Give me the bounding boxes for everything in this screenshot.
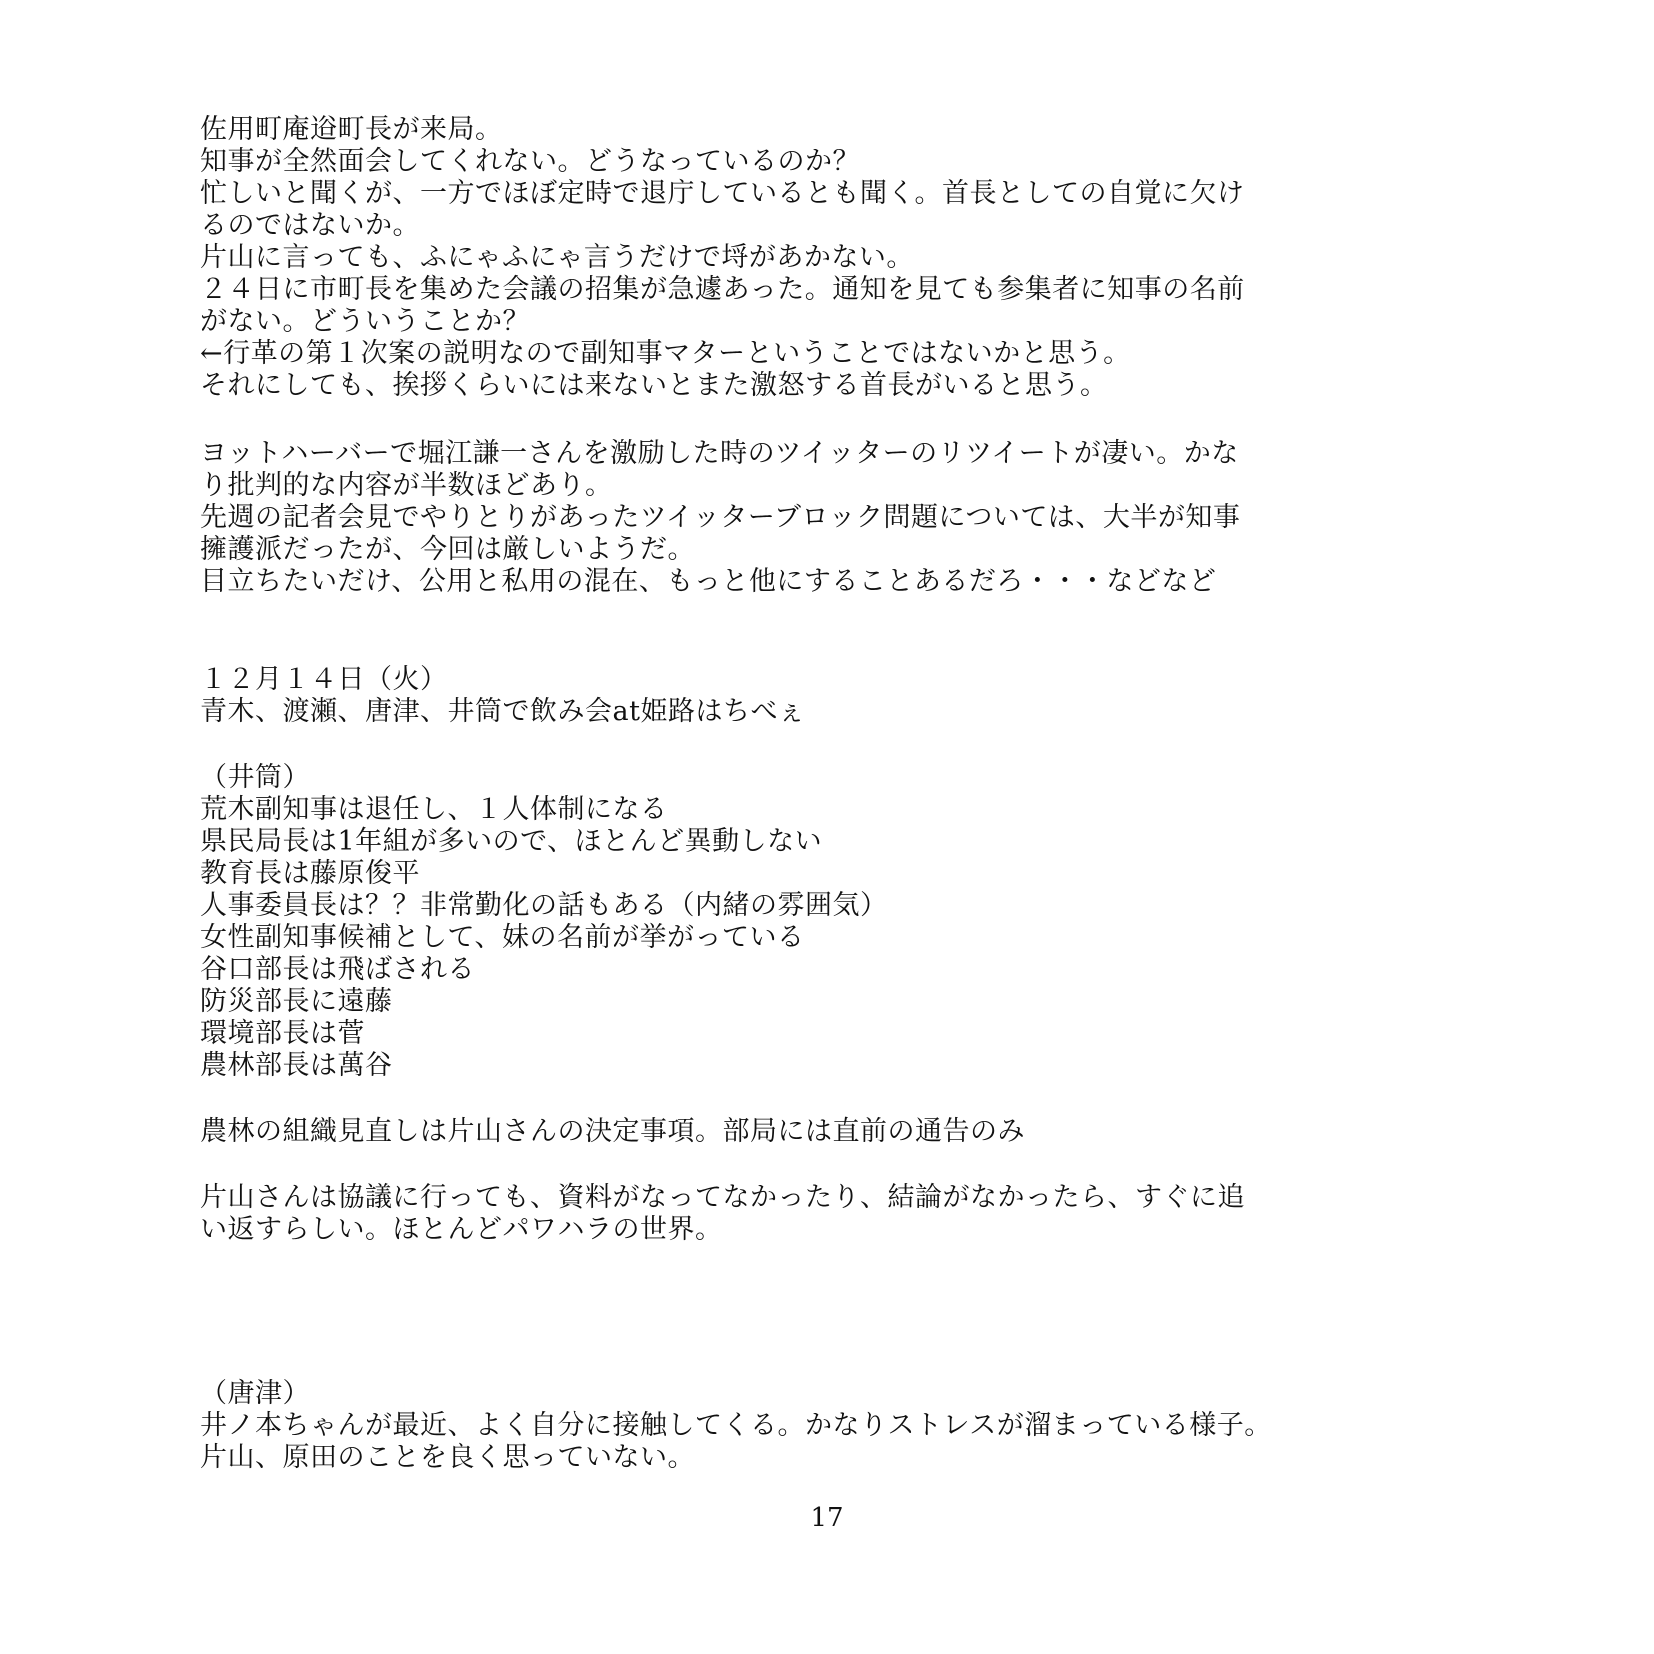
text-line: 片山、原田のことを良く思っていない。 xyxy=(200,1442,695,1473)
text-line: 知事が全然面会してくれない。どうなっているのか？ xyxy=(200,146,860,177)
text-line: 先週の記者会見でやりとりがあったツイッターブロック問題については、大半が知事 xyxy=(200,502,1241,533)
text-line: 谷口部長は飛ばされる xyxy=(200,954,475,985)
text-line: 農林部長は萬谷 xyxy=(200,1050,393,1081)
text-line: 女性副知事候補として、妹の名前が挙がっている xyxy=(200,922,805,953)
text-line: 擁護派だったが、今回は厳しいようだ。 xyxy=(200,534,695,565)
text-line: それにしても、挨拶くらいには来ないとまた激怒する首長がいると思う。 xyxy=(200,370,1108,401)
text-line: 佐用町庵逧町長が来局。 xyxy=(200,114,503,145)
text-line: ←行革の第１次案の説明なので副知事マターということではないかと思う。 xyxy=(200,338,1131,369)
text-line: 農林の組織見直しは片山さんの決定事項。部局には直前の通告のみ xyxy=(200,1116,1025,1147)
text-line: い返すらしい。ほとんどパワハラの世界。 xyxy=(200,1214,723,1245)
text-line: 片山に言っても、ふにゃふにゃ言うだけで埒があかない。 xyxy=(200,242,914,273)
page-number: 17 xyxy=(810,1503,844,1533)
text-line: 荒木副知事は退任し、１人体制になる xyxy=(200,794,668,825)
speaker-heading: （井筒） xyxy=(200,762,310,793)
text-line: 環境部長は菅 xyxy=(200,1018,365,1049)
text-line: 目立ちたいだけ、公用と私用の混在、もっと他にすることあるだろ・・・などなど xyxy=(200,566,1217,597)
text-line: 忙しいと聞くが、一方でほぼ定時で退庁しているとも聞く。首長としての自覚に欠け xyxy=(200,178,1245,209)
text-line: がない。どういうことか？ xyxy=(200,306,530,337)
text-line: 教育長は藤原俊平 xyxy=(200,858,420,889)
text-line: り批判的な内容が半数ほどあり。 xyxy=(200,470,613,501)
text-line: 人事委員長は？？非常勤化の話もある（内緒の雰囲気） xyxy=(200,890,888,921)
date-heading: １２月１４日（火） xyxy=(200,664,448,695)
text-line: ２４日に市町長を集めた会議の招集が急遽あった。通知を見ても参集者に知事の名前 xyxy=(200,274,1245,305)
text-line: 防災部長に遠藤 xyxy=(200,986,393,1017)
text-line: 片山さんは協議に行っても、資料がなってなかったり、結論がなかったら、すぐに追 xyxy=(200,1182,1245,1213)
text-line: 県民局長は1年組が多いので、ほとんど異動しない xyxy=(200,826,823,857)
text-line: るのではないか。 xyxy=(200,210,420,241)
text-line: 井ノ本ちゃんが最近、よく自分に接触してくる。かなりストレスが溜まっている様子。 xyxy=(200,1410,1272,1441)
text-line: 青木、渡瀬、唐津、井筒で飲み会at姫路はちべぇ xyxy=(200,696,806,727)
speaker-heading: （唐津） xyxy=(200,1378,310,1409)
text-line: ヨットハーバーで堀江謙一さんを激励した時のツイッターのリツイートが凄い。かな xyxy=(200,438,1239,469)
